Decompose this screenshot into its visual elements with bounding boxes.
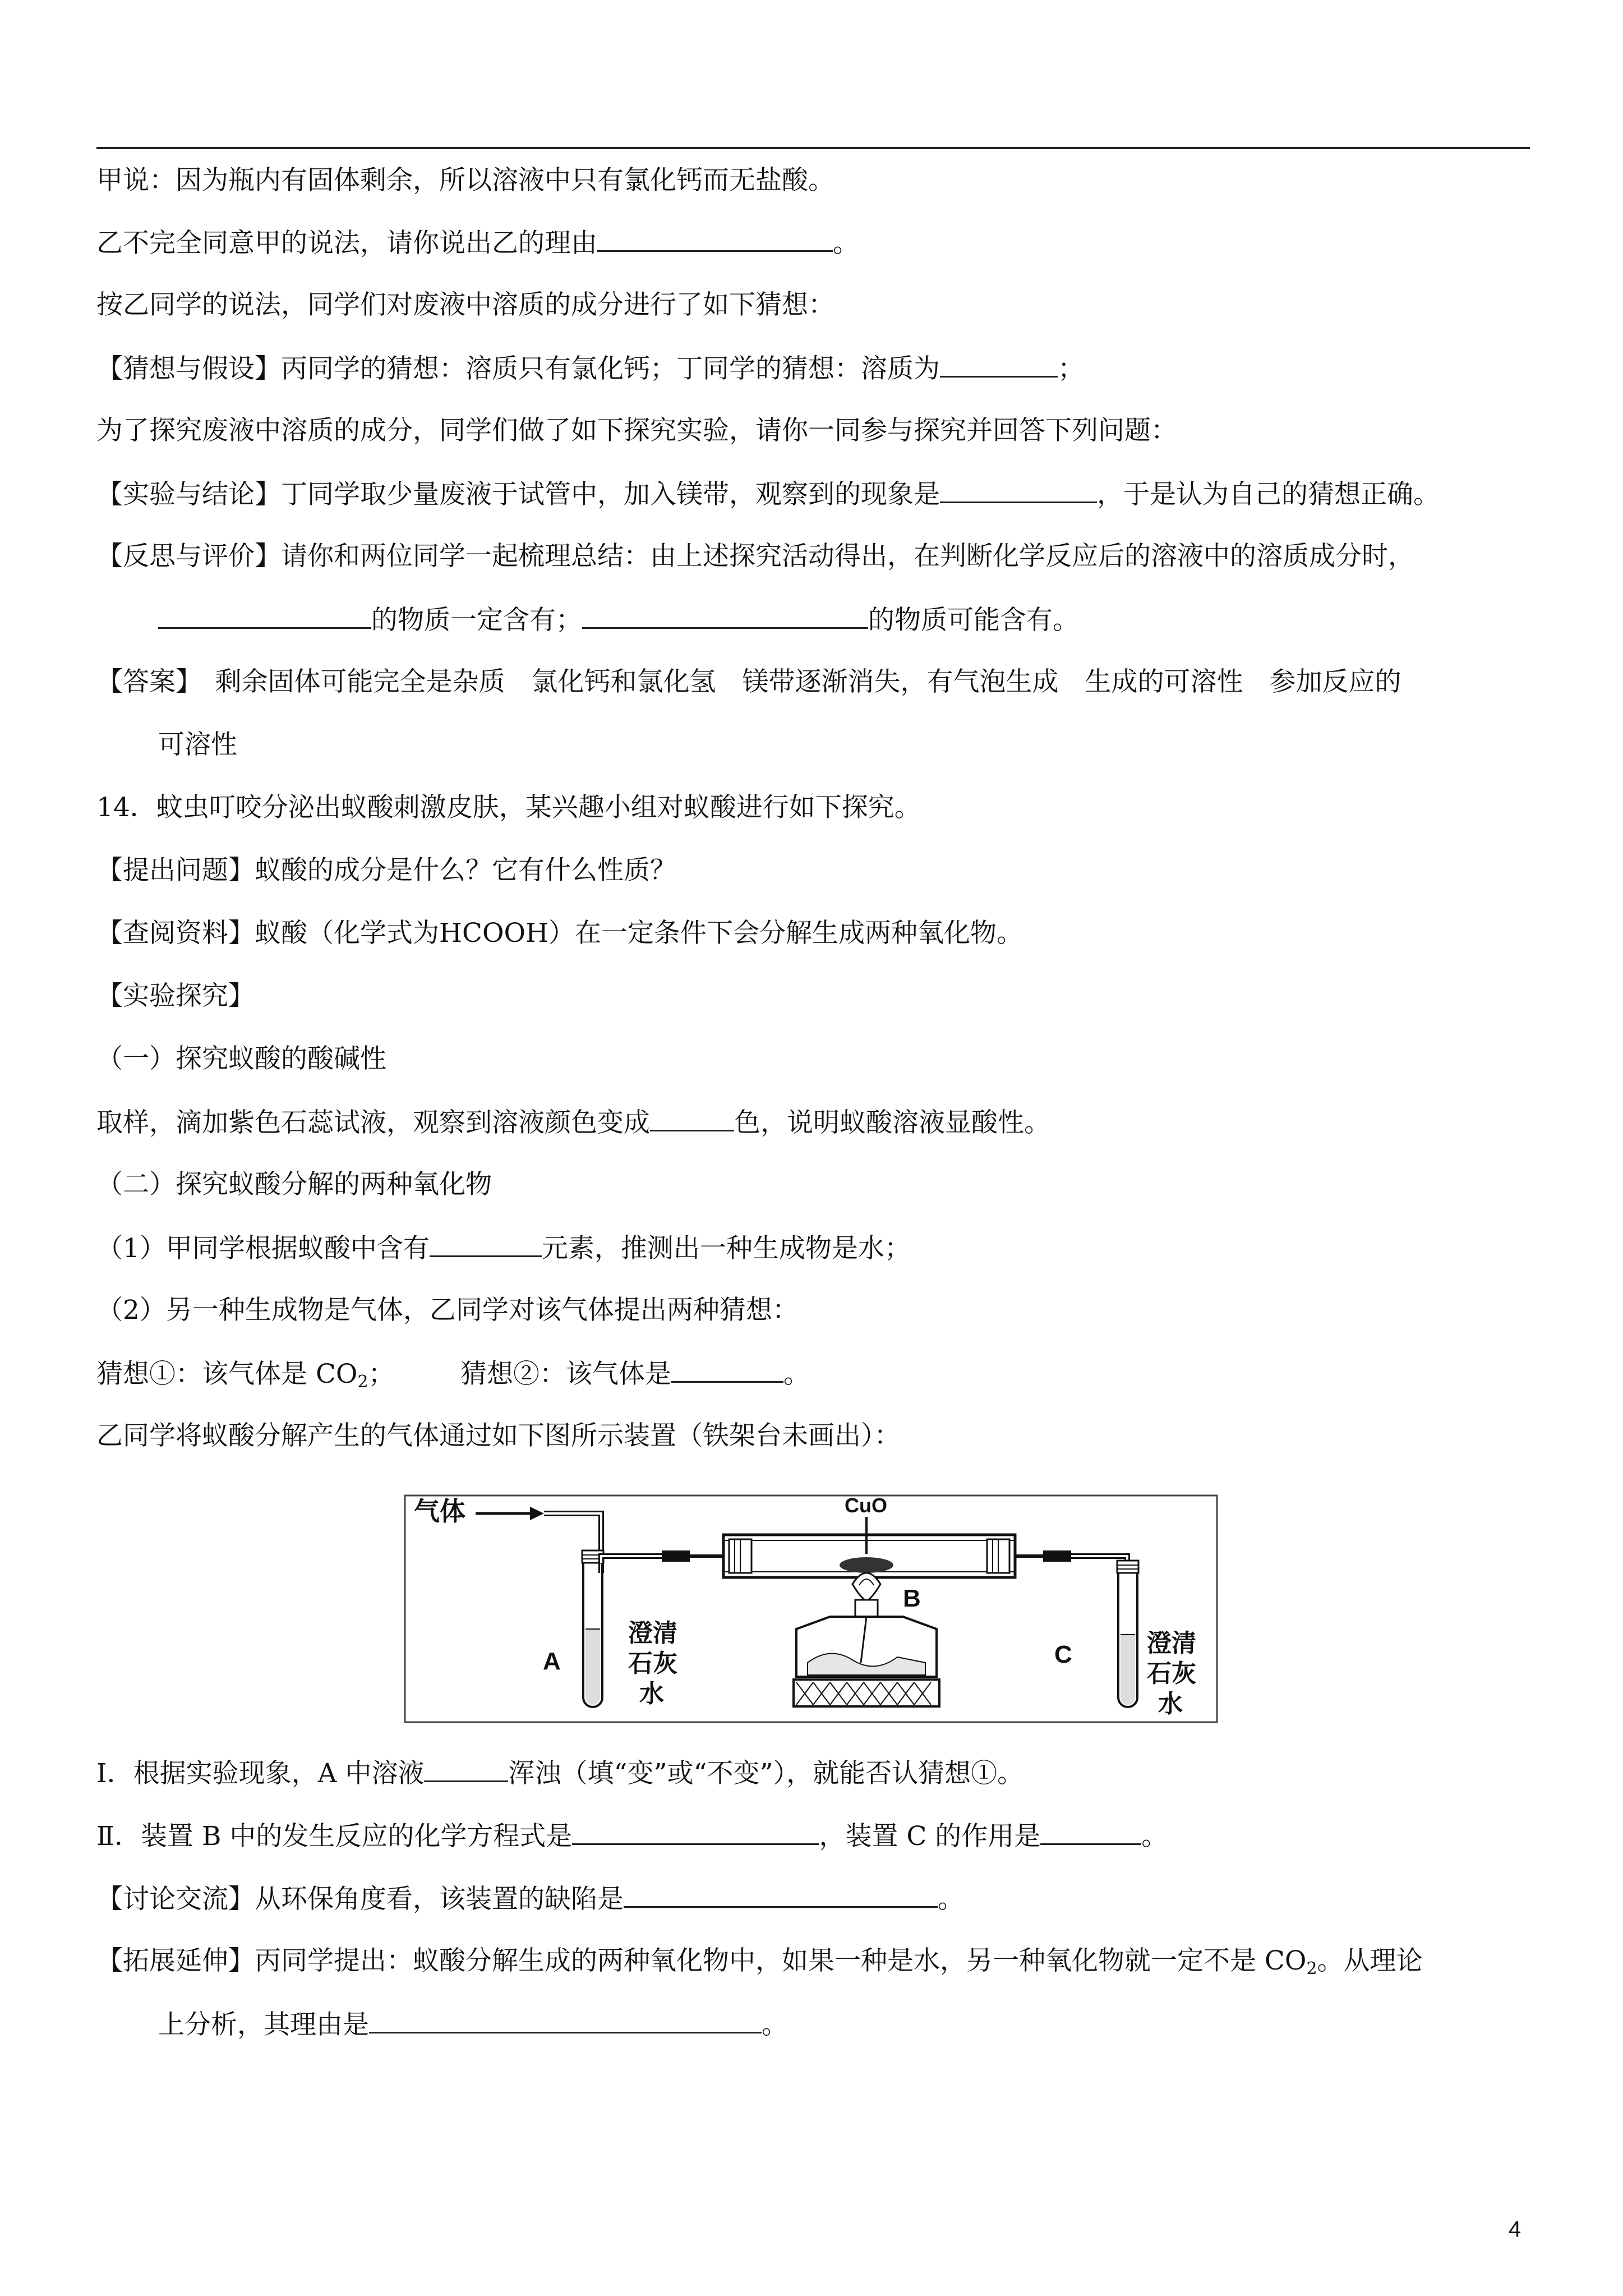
- apparatus-figure: [404, 1494, 1218, 1723]
- answer-blank[interactable]: [940, 350, 1058, 378]
- answer-blank[interactable]: [582, 601, 868, 629]
- answer-blank[interactable]: [624, 1880, 938, 1908]
- page-number: 4: [1509, 2217, 1521, 2242]
- limewater-c-1: 澄清: [1147, 1630, 1196, 1657]
- text-line-roman-2: Ⅱ．装置 B 中的发生反应的化学方程式是 ，装置 C 的作用是 。: [96, 1818, 1168, 1855]
- text-line-experiment: 【实验与结论】丁同学取少量废液于试管中，加入镁带，观察到的现象是 ，于是认为自己的猜想正确。: [96, 476, 1440, 513]
- text-line-guess-intro: 按乙同学的说法，同学们对废液中溶质的成分进行了如下猜想：: [96, 289, 834, 320]
- answer-blank[interactable]: [572, 1818, 819, 1845]
- answer-blank[interactable]: [430, 1230, 542, 1257]
- answer-blank[interactable]: [650, 1104, 734, 1131]
- limewater-c-3: 水: [1158, 1690, 1183, 1718]
- text-line-reflection: 【反思与评价】请你和两位同学一起梳理总结：由上述探究活动得出，在判断化学反应后的溶液中的溶质成分时，: [96, 541, 1414, 572]
- header-rule: [96, 147, 1530, 149]
- text-line-yi-reason: 乙不完全同意甲的说法，请你说出乙的理由 。: [96, 224, 859, 261]
- text-line-experiment-heading: 【实验探究】: [96, 981, 255, 1011]
- text-line-discussion: 【讨论交流】从环保角度看，该装置的缺陷是 。: [96, 1880, 964, 1917]
- text-line-part-two: （二）探究蚁酸分解的两种氧化物: [96, 1169, 492, 1200]
- answer-blank[interactable]: [158, 601, 371, 629]
- label-b: B: [903, 1585, 921, 1612]
- limewater-a-2: 石灰: [628, 1650, 677, 1677]
- text-line-part-one: （一）探究蚁酸的酸碱性: [96, 1043, 386, 1074]
- answer-blank[interactable]: [424, 1755, 508, 1782]
- text-line-hypothesis: 【猜想与假设】丙同学的猜想：溶质只有氯化钙；丁同学的猜想：溶质为 ；: [96, 350, 1084, 387]
- answer-line-2: 可溶性: [158, 729, 237, 760]
- text-line-litmus: 取样，滴加紫色石蕊试液，观察到溶液颜色变成 色，说明蚁酸溶液显酸性。: [96, 1104, 1050, 1141]
- text-line-guesses: 猜想①：该气体是 $CO_2$； 猜想②：该气体是 。: [96, 1355, 810, 1400]
- text-line-extension: 【拓展延伸】丙同学提出：蚁酸分解生成的两种氧化物中，如果一种是水，另一种氧化物就一定不是 $CO_2$。从理论: [96, 1945, 1423, 1978]
- text-line-sub-1: （1）甲同学根据蚁酸中含有 元素，推测出一种生成物是水；: [96, 1230, 911, 1267]
- gas-label: 气体: [414, 1497, 465, 1526]
- limewater-a-1: 澄清: [628, 1619, 677, 1647]
- limewater-a-3: 水: [639, 1680, 664, 1708]
- text-line-extension-2: 上分析，其理由是 。: [158, 2006, 788, 2043]
- limewater-c-2: 石灰: [1147, 1660, 1196, 1687]
- text-line-jia: 甲说：因为瓶内有固体剩余，所以溶液中只有氯化钙而无盐酸。: [96, 165, 834, 196]
- cuo-label: CuO: [845, 1494, 887, 1517]
- answer-blank[interactable]: [369, 2006, 762, 2033]
- text-line-roman-1: Ⅰ．根据实验现象，A 中溶液 浑浊（填“变”或“不变”），就能否认猜想①。: [96, 1755, 1023, 1792]
- text-line-reflection-2: 的物质一定含有； 的物质可能含有。: [158, 601, 1079, 638]
- answer-blank[interactable]: [940, 476, 1097, 503]
- label-c: C: [1054, 1641, 1072, 1668]
- text-line-question: 【提出问题】蚁酸的成分是什么？它有什么性质？: [96, 855, 676, 886]
- answer-blank[interactable]: [597, 224, 833, 252]
- text-line-apparatus-intro: 乙同学将蚁酸分解产生的气体通过如下图所示装置（铁架台未画出）：: [96, 1420, 901, 1451]
- text-line-sub-2: （2）另一种生成物是气体，乙同学对该气体提出两种猜想：: [96, 1295, 799, 1326]
- question-14-title: 14．蚊虫叮咬分泌出蚁酸刺激皮肤，某兴趣小组对蚁酸进行如下探究。: [96, 792, 921, 823]
- text-line-reference: 【查阅资料】蚁酸（化学式为HCOOH）在一定条件下会分解生成两种氧化物。: [96, 918, 1023, 949]
- text-line-explore-intro: 为了探究废液中溶质的成分，同学们做了如下探究实验，请你一同参与探究并回答下列问题：: [96, 415, 1177, 446]
- label-a: A: [543, 1648, 561, 1675]
- answer-line: 【答案】 剩余固体可能完全是杂质 氯化钙和氯化氢 镁带逐渐消失，有气泡生成 生成的可溶性 参加反应的: [96, 666, 1401, 697]
- answer-blank[interactable]: [671, 1355, 783, 1383]
- answer-blank[interactable]: [1040, 1818, 1141, 1845]
